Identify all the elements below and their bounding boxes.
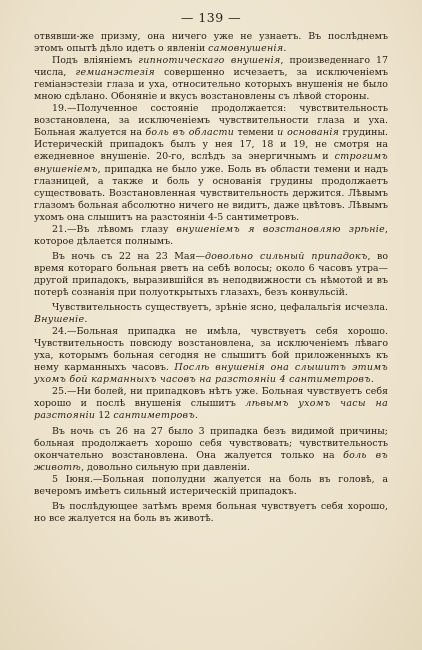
text-run: Въ ночь съ 26 на 27 было 3 припадка безъ видимой причины; больная продолжаетъ хорошо себя чувствовать; чувствительность окончательно возстановлена. Она жалуется только на <box>34 425 388 461</box>
text-run: совершенно исчезаетъ, за исключеніемъ геміанэстезіи глаза и уха, относительно которыхъ внушенія не было мною сдѣлано. Обоняніе и вкусъ возстановлены съ лѣвой стороны. <box>34 67 388 103</box>
emphasized-text: Послѣ внушенія она слышитъ этимъ ухомъ бой карманныхъ часовъ на разстояніи 4 сантиметровъ <box>34 362 388 386</box>
emphasized-text: гипнотическаго внушенія <box>138 55 281 67</box>
text-run: , во время котораго больная рветъ на себѣ волосы; около 6 часовъ утра—другой припадокъ, выразившійся въ неподвижности съ нѣмотой и въ потерѣ сознанія при полуоткрытыхъ глазахъ, безъ конвульсій. <box>34 250 389 298</box>
text-run: 24.—Больная припадка не имѣла, чувствуетъ себя хорошо. Чувствительность повсюду возстановлена, за исключеніемъ лѣваго уха, которымъ больная сегодня не слышитъ бой приложенныхъ къ нему карманныхъ часовъ. <box>34 326 388 374</box>
paragraph <box>34 224 388 248</box>
paragraph <box>34 326 388 386</box>
paragraph <box>34 251 388 299</box>
text-run: 25.—Ни болей, ни припадковъ нѣтъ уже. Больная чувствуетъ себя хорошо и послѣ внушенія слышитъ <box>34 386 388 410</box>
text-run: темени <box>234 127 278 139</box>
text-run: . <box>194 410 198 422</box>
paragraph <box>34 31 388 55</box>
paragraph <box>34 302 388 326</box>
emphasized-text: внушеніемъ я возстановляю зрѣніе <box>176 223 385 235</box>
text-run: 21.—Въ лѣвомъ глазу <box>52 223 177 235</box>
emphasized-text: гемианэстезія <box>75 67 155 79</box>
emphasized-text: боль въ области <box>145 127 235 139</box>
body-text <box>34 31 388 525</box>
text-run: Въ ночь съ 22 на 23 Мая— <box>52 250 205 262</box>
emphasized-text: сантиметровъ <box>113 410 195 422</box>
text-run: , довольно сильную при давленіи. <box>81 461 250 473</box>
emphasized-text: довольно сильный припадокъ <box>204 250 368 262</box>
text-run: 5 Іюня.—Больная пополудни жалуется на боль въ головѣ, а вечеромъ имѣетъ сильный истерическій припадокъ. <box>34 473 388 497</box>
paragraph <box>34 426 388 474</box>
text-run: 12 <box>95 410 114 422</box>
paragraph <box>34 474 388 498</box>
emphasized-text: лѣвымъ ухомъ часы на разстояніи <box>34 398 388 422</box>
text-run: , которое дѣлается полнымъ. <box>34 223 388 247</box>
text-run: . <box>370 374 374 386</box>
page-number: — 139 — <box>180 10 242 25</box>
text-run: 19.—Полученное состояніе продолжается: чувствительность возстановлена, за исключеніемъ чувствительности глаза и уха. Больная жалуется на <box>34 103 388 139</box>
emphasized-text: строгимъ внушеніемъ <box>34 151 388 175</box>
emphasized-text: Внушеніе <box>34 314 85 326</box>
text-run: , припадка не было уже. Боль въ области темени и надъ глазницей, а также и боль у основанія грудины продолжаетъ существовать. Возстановленная чувствительность держится. Лѣвымъ глазомъ больная абсолютно ничего не видитъ, даже цвѣтовъ. Лѣвымъ ухомъ она слышитъ на разстояніи 4-5 сантиметровъ. <box>34 163 388 223</box>
text-run: отвявши-же призму, она ничего уже не узнаетъ. Въ послѣднемъ этомъ опытѣ дѣло идетъ о явленіи <box>34 31 388 55</box>
text-run: , произведеннаго 17 числа, <box>34 55 389 79</box>
paragraph <box>34 103 388 223</box>
text-run: Въ послѣдующее затѣмъ время больная чувствуетъ себя хорошо, но все жалуется на боль въ животѣ. <box>34 500 388 524</box>
paragraph <box>34 386 388 422</box>
paragraph <box>34 55 388 103</box>
text-run: . <box>283 43 287 55</box>
text-run: . <box>84 314 88 326</box>
emphasized-text: боль въ животѣ <box>34 449 388 473</box>
text-run: Чувствительность существуетъ, зрѣніе ясно, цефалальгія исчезла. <box>52 302 388 314</box>
paragraph <box>34 501 388 525</box>
emphasized-text: и основанія <box>277 127 340 139</box>
text-run: Подъ вліяніемъ <box>52 55 139 67</box>
emphasized-text: самовнушенія <box>208 43 284 55</box>
text-run: грудины. Истерическій припадокъ былъ у нея 17, 18 и 19, не смотря на ежедневное внушеніе. 20-го, вслѣдъ за энергичнымъ и <box>34 127 388 163</box>
